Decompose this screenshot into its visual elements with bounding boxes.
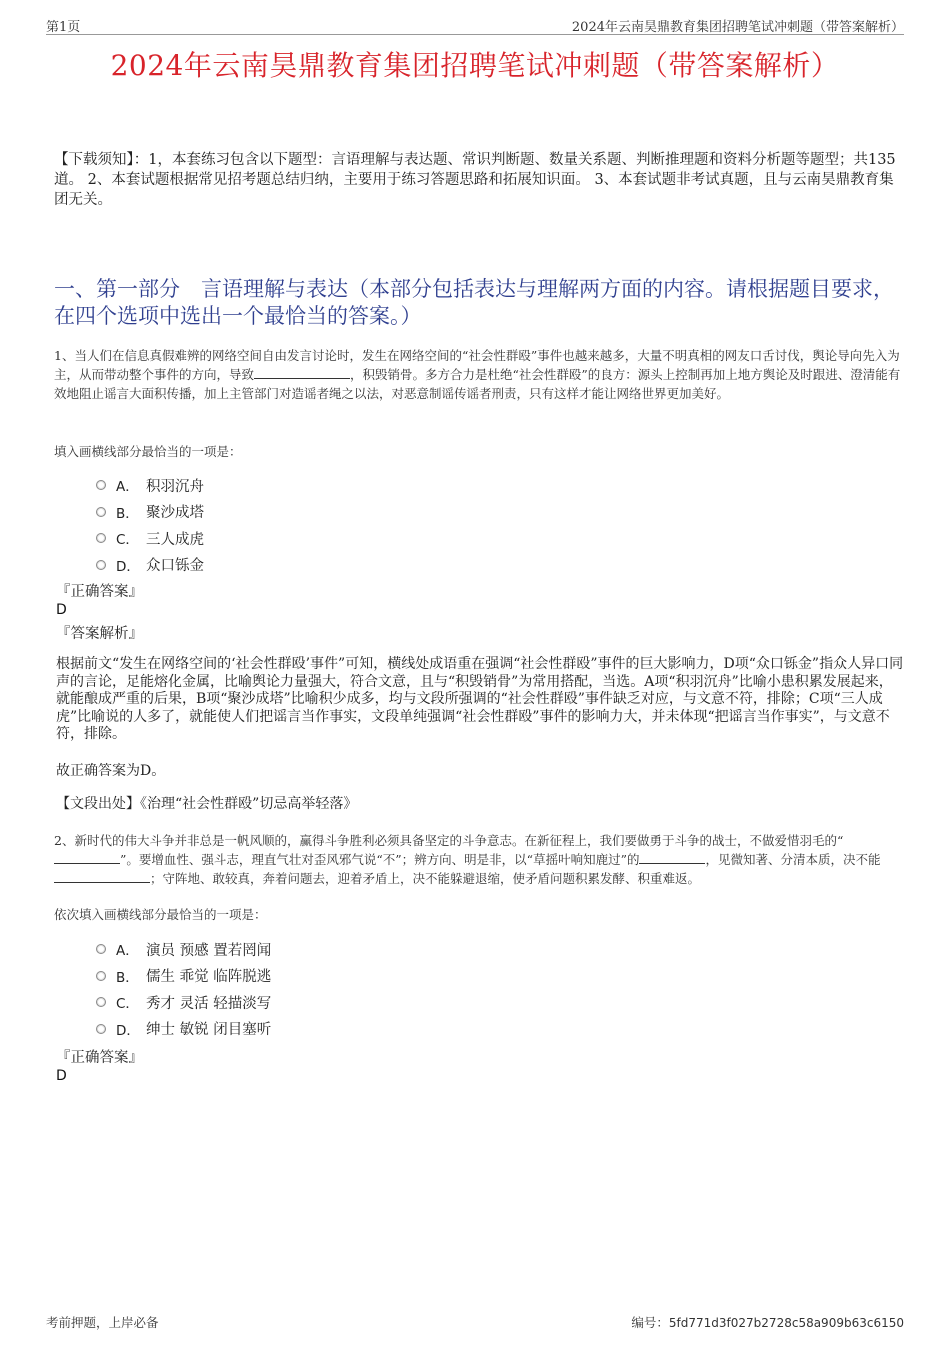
document-title: 2024年云南昊鼎教育集团招聘笔试冲刺题（带答案解析） xyxy=(110,49,840,82)
question-1-options xyxy=(96,472,204,578)
radio-icon[interactable] xyxy=(96,480,106,490)
download-notice: 【下载须知】：1，本套练习包含以下题型：言语理解与表达题、常识判断题、数量关系题、判断推理题和资料分析题等题型；共135道。 2、本套试题根据常见招考题总结归纳，主要用于练习答题思路和拓展知识面。 3、本套试题非考试真题，且与云南昊鼎教育集团无关。 xyxy=(54,152,896,208)
option-b[interactable]: B． 聚沙成塔 xyxy=(96,499,204,526)
option-d[interactable]: D． 众口铄金 xyxy=(96,552,204,579)
option-b[interactable]: B． 儒生 乖觉 临阵脱逃 xyxy=(96,963,271,990)
page-footer xyxy=(46,1313,904,1331)
radio-icon[interactable] xyxy=(96,997,106,1007)
radio-icon[interactable] xyxy=(96,971,106,981)
section-heading: 一、第一部分 言语理解与表达（本部分包括表达与理解两方面的内容。请根据题目要求，在四个选项中选出一个最恰当的答案。） xyxy=(54,277,894,328)
option-c[interactable]: C． 三人成虎 xyxy=(96,525,204,552)
page-number: 第1页 xyxy=(46,20,81,35)
question-2-prompt: 依次填入画横线部分最恰当的一项是： xyxy=(54,907,267,922)
answer-value: D xyxy=(56,602,67,618)
radio-icon[interactable] xyxy=(96,533,106,543)
option-d[interactable]: D． 绅士 敏锐 闭目塞听 xyxy=(96,1016,271,1043)
question-1-prompt: 填入画横线部分最恰当的一项是： xyxy=(54,444,242,459)
fill-blank xyxy=(54,851,120,864)
option-a[interactable]: A． 积羽沉舟 xyxy=(96,472,204,499)
answer-label: 『正确答案』 xyxy=(56,1050,143,1066)
conclusion-text: 故正确答案为D。 xyxy=(56,763,166,779)
analysis-label: 『答案解析』 xyxy=(56,626,143,642)
question-1-text: 1、当人们在信息真假难辨的网络空间自由发言讨论时，发生在网络空间的“社会性群殴”事件也越来越多，大量不明真相的网友口舌讨伐，舆论导向先入为主，从而带动整个事件的方向，导致 ，积毁销骨。多方合力是杜绝“社会性群殴”的良方：源头上控制再加上地方舆论及时跟进、澄清能有效地阻止谣言大面积传播，加上主管部门对造谣者绳之以法，对恶意制谣传谣者刑责，只有这样才能让网络世界更加美好。 xyxy=(54,348,901,401)
footer-code: 编号：5fd771d3f027b2728c58a909b63c6150 xyxy=(631,1315,904,1330)
radio-icon[interactable] xyxy=(96,507,106,517)
radio-icon[interactable] xyxy=(96,1024,106,1034)
radio-icon[interactable] xyxy=(96,944,106,954)
question-2-options xyxy=(96,936,271,1042)
fill-blank xyxy=(639,851,705,864)
source-text: 【文段出处】《治理“社会性群殴”切忌高举轻落》 xyxy=(56,796,358,812)
header-doc-title: 2024年云南昊鼎教育集团招聘笔试冲刺题（带答案解析） xyxy=(571,20,904,35)
fill-blank xyxy=(54,870,150,883)
fill-blank xyxy=(254,366,350,379)
page-header xyxy=(46,14,904,35)
radio-icon[interactable] xyxy=(96,560,106,570)
option-a[interactable]: A． 演员 预感 置若罔闻 xyxy=(96,936,271,963)
answer-value: D xyxy=(56,1068,67,1084)
analysis-text: 根据前文“发生在网络空间的‘社会性群殴’事件”可知，横线处成语重在强调“社会性群殴”事件的巨大影响力，D项“众口铄金”指众人异口同声的言论，足能熔化金属，比喻舆论力量强大，符合文意，且与“积毁销骨”为常用搭配，当选。A项“积羽沉舟”比喻小患积累发展起来，就能酿成严重的后果，B项“聚沙成塔”比喻积少成多，均与文段所强调的“社会性群殴”事件缺乏对应，与文意不符，排除；C项“三人成虎”比喻说的人多了，就能使人们把谣言当作事实，文段单纯强调“社会性群殴”事件的影响力大，并未体现“把谣言当作事实”，与文意不符，排除。 xyxy=(56,656,904,742)
option-c[interactable]: C． 秀才 灵活 轻描淡写 xyxy=(96,989,271,1016)
footer-slogan: 考前押题，上岸必备 xyxy=(46,1315,159,1330)
answer-label: 『正确答案』 xyxy=(56,584,143,600)
question-2-text: 2、新时代的伟大斗争并非总是一帆风顺的，赢得斗争胜利必须具备坚定的斗争意志。在新征程上，我们要做勇于斗争的战士，不做爱惜羽毛的“”。要增血性、强斗志，理直气壮对歪风邪气说“不”；辨方向、明是非，以“草摇叶响知鹿过”的 ，见微知著、分清本质，决不能；守阵地、敢较真，奔着问题去，迎着矛盾上，决不能躲避退缩，使矛盾问题积累发酵、积重难返。 xyxy=(54,833,881,886)
